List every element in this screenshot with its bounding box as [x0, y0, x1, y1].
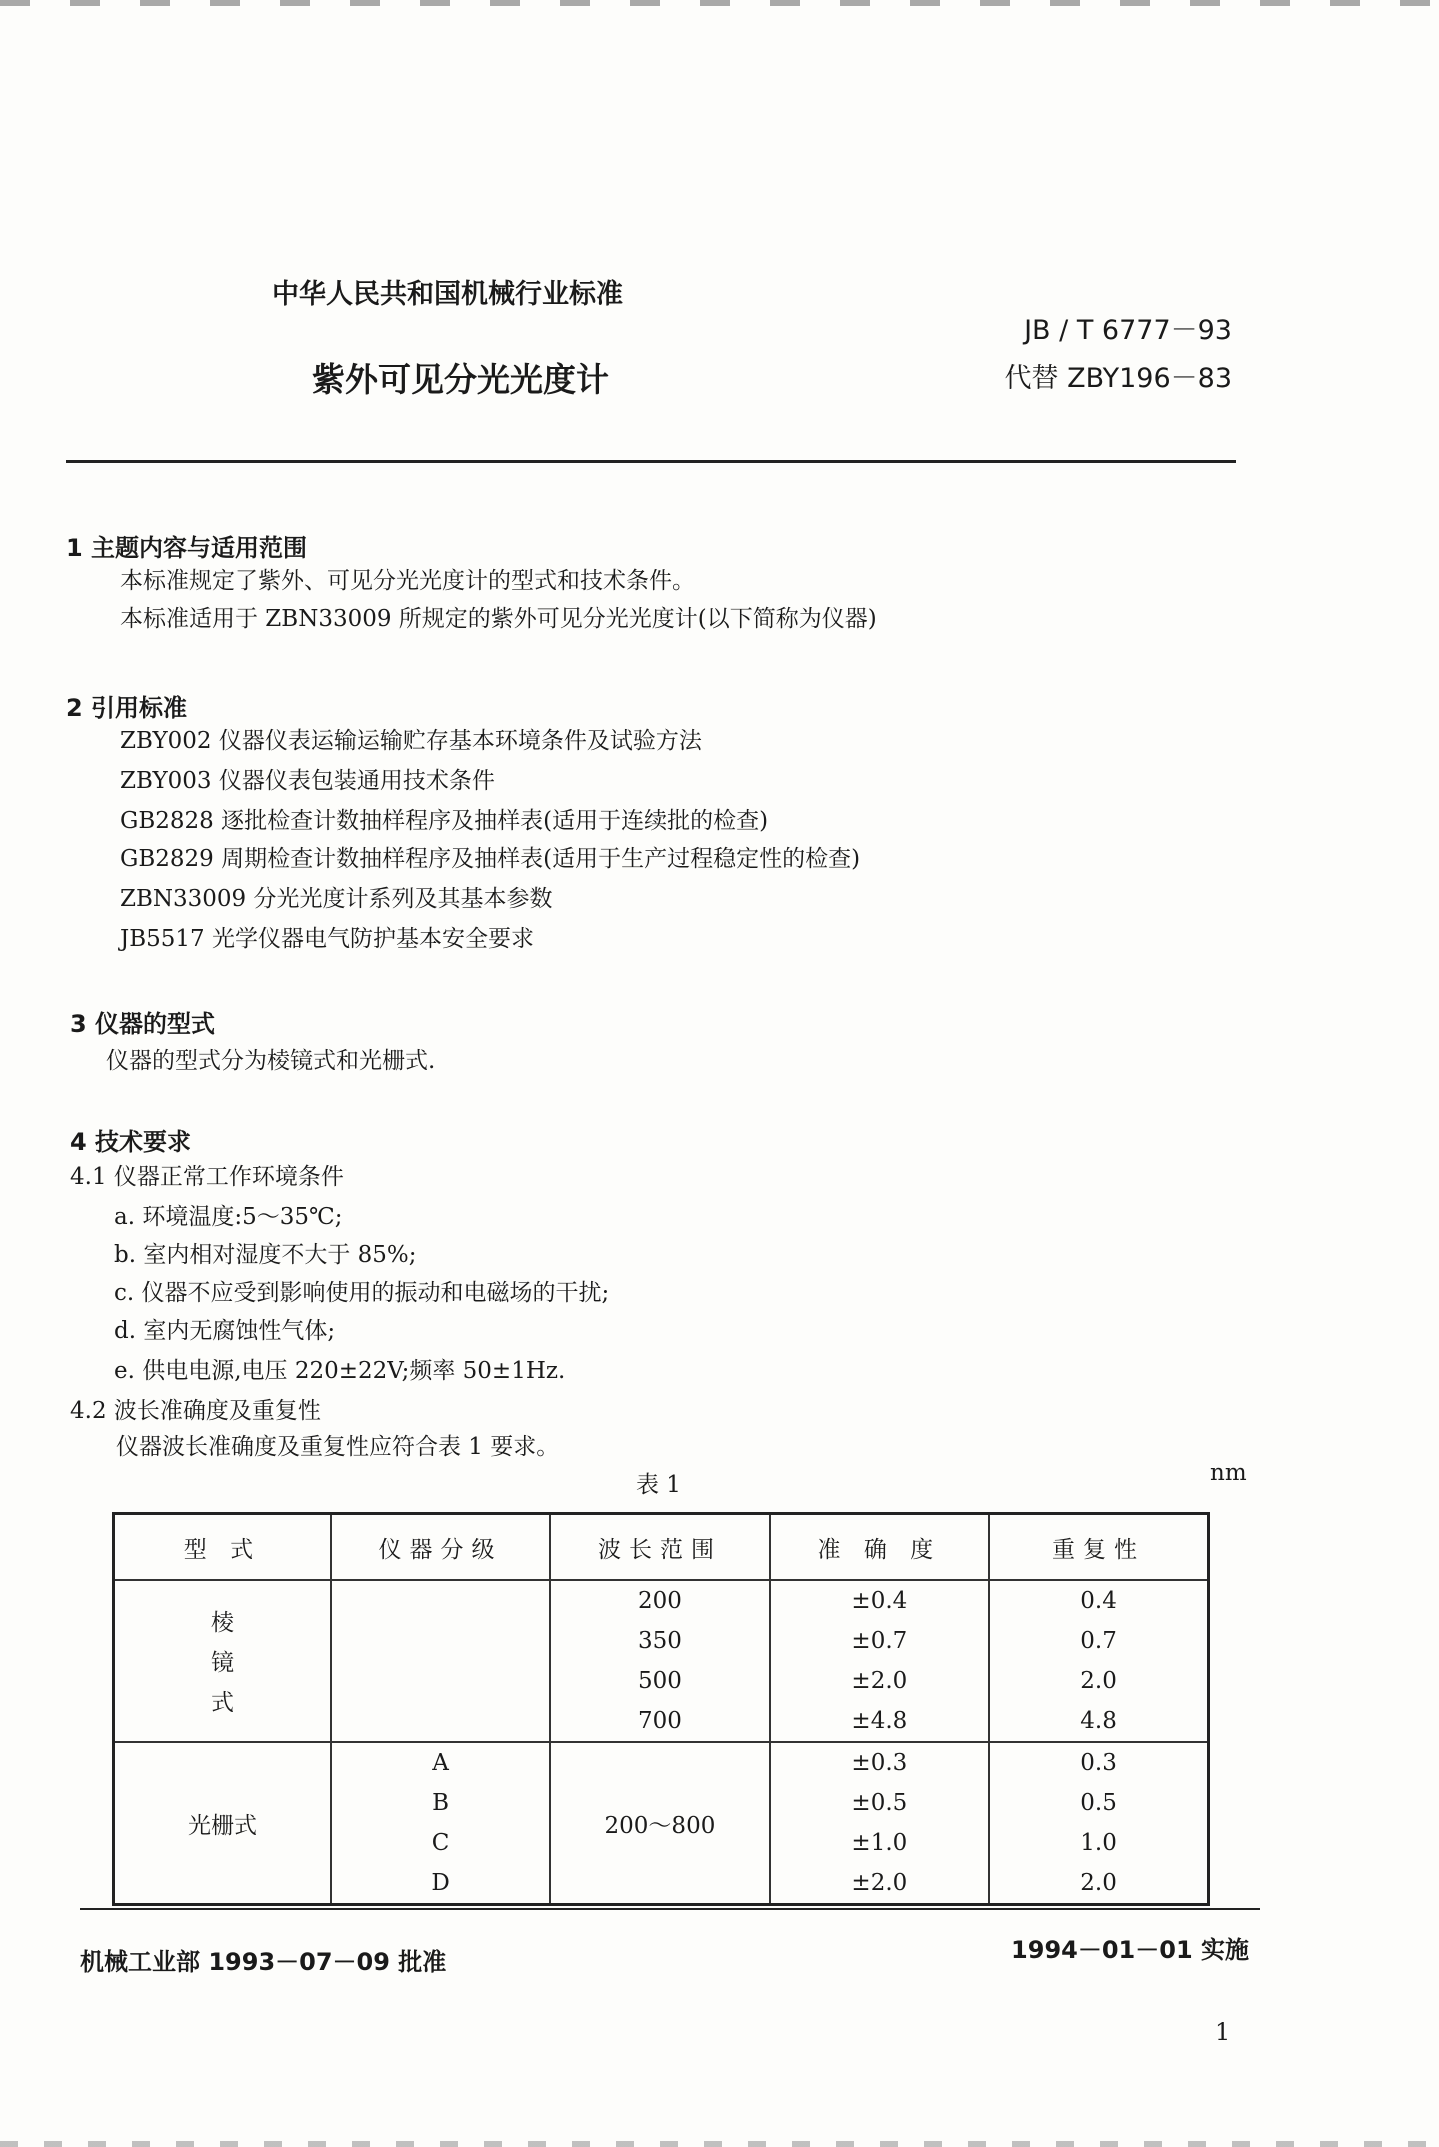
reference-item: JB5517 光学仪器电气防护基本安全要求 [120, 926, 534, 952]
prism-repeat-value: 0.7 [1080, 1628, 1117, 1654]
prism-accuracy-value: ±4.8 [851, 1708, 908, 1734]
prism-range-value: 200 [637, 1588, 682, 1614]
grating-grade-value: D [431, 1870, 450, 1896]
footer-rule [80, 1908, 1260, 1910]
section-4-2-title: 4.2 波长准确度及重复性 [70, 1398, 321, 1424]
grating-repeat-cell [989, 1742, 1208, 1905]
table-row-prism [114, 1580, 1209, 1742]
prism-repeat-value: 2.0 [1080, 1668, 1117, 1694]
prism-repeat-value: 0.4 [1080, 1588, 1117, 1614]
prism-accuracy-cell [770, 1580, 989, 1742]
table-unit: nm [1210, 1460, 1247, 1486]
grating-grade-value: A [432, 1750, 449, 1776]
section-1-paragraph-1: 本标准规定了紫外、可见分光光度计的型式和技术条件。 [120, 568, 695, 594]
prism-type-char: 式 [210, 1690, 234, 1716]
grating-grade-value: C [431, 1830, 450, 1856]
grating-accuracy-value: ±1.0 [851, 1830, 908, 1856]
grating-accuracy-value: ±0.3 [851, 1750, 908, 1776]
grating-repeat-value: 0.3 [1080, 1750, 1117, 1776]
grating-type-cell: 光栅式 [114, 1742, 331, 1905]
grating-repeat-value: 1.0 [1080, 1830, 1117, 1856]
section-2-title: 2 引用标准 [66, 694, 188, 722]
section-4-2-paragraph: 仪器波长准确度及重复性应符合表 1 要求。 [116, 1434, 560, 1460]
grating-range-cell: 200～800 [550, 1742, 769, 1905]
table-row-grating [114, 1742, 1209, 1905]
prism-range-value: 350 [637, 1628, 682, 1654]
approval-note: 机械工业部 1993－07－09 批准 [80, 1948, 447, 1976]
grating-accuracy-value: ±2.0 [851, 1870, 908, 1896]
scan-artifact-bottom [0, 2141, 1439, 2147]
header-accuracy: 准 确 度 [770, 1514, 989, 1581]
reference-item: GB2829 周期检查计数抽样程序及抽样表(适用于生产过程稳定性的检查) [120, 846, 861, 872]
section-3-paragraph: 仪器的型式分为棱镜式和光栅式. [106, 1048, 436, 1074]
grating-grade-value: B [432, 1790, 449, 1816]
table-header-row [114, 1514, 1209, 1581]
reference-item: GB2828 逐批检查计数抽样程序及抽样表(适用于连续批的检查) [120, 808, 769, 834]
condition-item: b. 室内相对湿度不大于 85%; [114, 1242, 417, 1268]
prism-type-char: 棱 [210, 1610, 234, 1636]
prism-range-value: 500 [637, 1668, 682, 1694]
standard-code: JB / T 6777－93 [1024, 315, 1232, 346]
header-grade: 仪器分级 [331, 1514, 550, 1581]
prism-accuracy-value: ±2.0 [851, 1668, 908, 1694]
page-number: 1 [1215, 2018, 1231, 2046]
prism-accuracy-value: ±0.7 [851, 1628, 908, 1654]
condition-item: c. 仪器不应受到影响使用的振动和电磁场的干扰; [114, 1280, 610, 1306]
document-title: 紫外可见分光光度计 [312, 360, 609, 399]
grating-accuracy-value: ±0.5 [851, 1790, 908, 1816]
grating-repeat-value: 0.5 [1080, 1790, 1117, 1816]
grating-grade-cell [331, 1742, 550, 1905]
prism-repeat-cell [989, 1580, 1208, 1742]
prism-range-value: 700 [637, 1708, 682, 1734]
header-repeatability: 重复性 [989, 1514, 1208, 1581]
prism-grade-cell [331, 1580, 550, 1742]
effective-date: 1994－01－01 实施 [1011, 1936, 1249, 1964]
header-type: 型 式 [114, 1514, 331, 1581]
section-1-title: 1 主题内容与适用范围 [66, 534, 308, 562]
table-caption: 表 1 [636, 1472, 681, 1498]
issuing-organization: 中华人民共和国机械行业标准 [272, 279, 623, 310]
reference-item: ZBY003 仪器仪表包装通用技术条件 [120, 768, 495, 794]
reference-item: ZBN33009 分光光度计系列及其基本参数 [120, 886, 553, 912]
scan-artifact-top [0, 0, 1439, 6]
section-4-title: 4 技术要求 [70, 1128, 192, 1156]
header-rule [66, 460, 1236, 463]
section-4-1-title: 4.1 仪器正常工作环境条件 [70, 1164, 344, 1190]
condition-item: e. 供电电源,电压 220±22V;频率 50±1Hz. [114, 1358, 566, 1384]
replaces-standard: 代替 ZBY196－83 [1004, 363, 1232, 394]
section-3-title: 3 仪器的型式 [70, 1010, 216, 1038]
prism-repeat-value: 4.8 [1080, 1708, 1117, 1734]
grating-accuracy-cell [770, 1742, 989, 1905]
reference-item: ZBY002 仪器仪表运输运输贮存基本环境条件及试验方法 [120, 728, 702, 754]
section-1-paragraph-2: 本标准适用于 ZBN33009 所规定的紫外可见分光光度计(以下简称为仪器) [120, 606, 877, 632]
prism-type-char: 镜 [210, 1650, 234, 1676]
prism-type-cell [114, 1580, 331, 1742]
condition-item: d. 室内无腐蚀性气体; [114, 1318, 336, 1344]
prism-accuracy-value: ±0.4 [851, 1588, 908, 1614]
condition-item: a. 环境温度:5～35℃; [114, 1204, 343, 1230]
grating-repeat-value: 2.0 [1080, 1870, 1117, 1896]
header-range: 波长范围 [550, 1514, 769, 1581]
prism-range-cell [550, 1580, 769, 1742]
wavelength-accuracy-table [112, 1512, 1210, 1906]
